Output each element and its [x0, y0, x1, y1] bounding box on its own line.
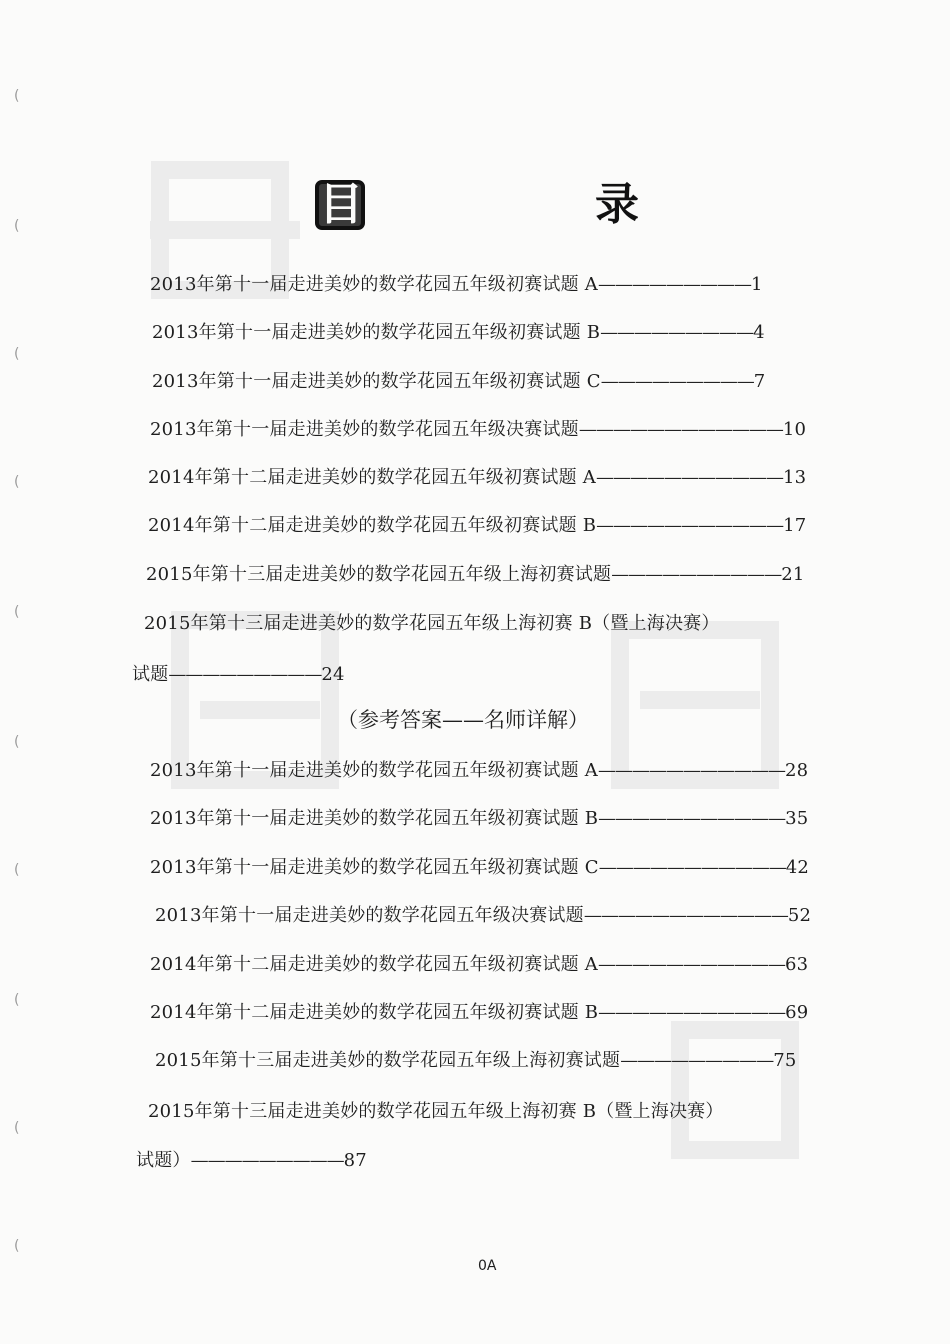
toc-leader: ——————————: [611, 564, 782, 585]
toc-entry[interactable]: [150, 270, 763, 296]
binding-hole-mark: (: [14, 88, 20, 104]
answer-entry-title: 试题）: [136, 1150, 191, 1171]
answer-entry-continued[interactable]: [136, 1146, 367, 1172]
answer-entry[interactable]: [150, 998, 808, 1024]
answer-entry[interactable]: [150, 853, 809, 879]
toc-entry-page: 17: [783, 515, 807, 536]
answer-entry-title: 2013年第十一届走进美妙的数学花园五年级初赛试题 C: [150, 857, 599, 878]
binding-hole-mark: (: [14, 218, 20, 234]
answer-entry-page: 63: [784, 954, 809, 975]
answer-entry[interactable]: [148, 1097, 724, 1123]
toc-leader: ———————————: [597, 760, 785, 781]
toc-entry[interactable]: [150, 415, 806, 441]
toc-entry-page: 7: [753, 371, 766, 392]
answer-entry-title: 2015年第十三届走进美妙的数学花园五年级上海初赛 B（暨上海决赛）: [148, 1101, 724, 1122]
answer-entry-page: 52: [787, 905, 812, 926]
toc-entry-title: 2013年第十一届走进美妙的数学花园五年级初赛试题 B: [152, 322, 601, 343]
toc-entry-title: 2015年第十三届走进美妙的数学花园五年级上海初赛试题: [146, 564, 612, 585]
toc-leader: ———————————: [598, 1002, 786, 1023]
toc-entry-page: 4: [753, 322, 765, 343]
toc-entry-title: 2013年第十一届走进美妙的数学花园五年级初赛试题 A: [150, 274, 598, 295]
answer-entry-page: 35: [785, 808, 809, 829]
toc-leader: —————————: [600, 371, 754, 392]
page-number: 0A: [478, 1258, 497, 1274]
toc-entry-page: 24: [321, 664, 345, 685]
toc-leader: —————————: [190, 1150, 344, 1171]
toc-entry-title: 2014年第十二届走进美妙的数学花园五年级初赛试题 B: [148, 515, 597, 536]
answers-heading: （参考答案——名师详解）: [337, 708, 589, 732]
toc-leader: ———————————: [596, 515, 784, 536]
toc-entry-title: 2014年第十二届走进美妙的数学花园五年级初赛试题 A: [148, 467, 596, 488]
answer-entry[interactable]: [155, 901, 811, 927]
answer-entry-title: 2013年第十一届走进美妙的数学花园五年级决赛试题: [155, 905, 584, 926]
toc-leader: ———————————: [597, 954, 785, 975]
answer-entry-page: 87: [343, 1150, 367, 1171]
answer-entry-title: 2013年第十一届走进美妙的数学花园五年级初赛试题 B: [150, 808, 599, 829]
answer-entry-page: 69: [785, 1002, 809, 1023]
toc-entry-title: 2013年第十一届走进美妙的数学花园五年级决赛试题: [150, 419, 579, 440]
binding-hole-mark: (: [14, 346, 20, 362]
answer-entry[interactable]: [150, 756, 808, 782]
toc-leader: —————————: [620, 1050, 774, 1071]
binding-hole-mark: (: [14, 992, 20, 1008]
answer-entry-title: 2015年第十三届走进美妙的数学花园五年级上海初赛试题: [155, 1050, 621, 1071]
toc-entry[interactable]: [152, 318, 765, 344]
binding-hole-mark: (: [14, 604, 20, 620]
toc-leader: ———————————: [595, 467, 783, 488]
toc-entry-page: 21: [781, 564, 805, 585]
toc-entry-page: 1: [750, 274, 763, 295]
answer-entry-title: 2014年第十二届走进美妙的数学花园五年级初赛试题 B: [150, 1002, 599, 1023]
answer-entry-title: 2014年第十二届走进美妙的数学花园五年级初赛试题 A: [150, 954, 598, 975]
toc-entry[interactable]: [152, 367, 765, 393]
toc-leader: —————————: [600, 322, 754, 343]
toc-leader: —————————: [597, 274, 751, 295]
answer-entry-title: 2013年第十一届走进美妙的数学花园五年级初赛试题 A: [150, 760, 598, 781]
toc-entry-page: 13: [782, 467, 807, 488]
toc-entry-title: 2015年第十三届走进美妙的数学花园五年级上海初赛 B（暨上海决赛）: [144, 613, 720, 634]
answer-entry-page: 28: [784, 760, 809, 781]
binding-hole-mark: (: [14, 734, 20, 750]
toc-leader: ———————————: [598, 857, 786, 878]
title-char-mu: 目: [315, 180, 365, 230]
toc-leader: ————————————: [583, 905, 788, 926]
answer-entry-page: 75: [773, 1050, 797, 1071]
answer-entry-page: 42: [785, 857, 810, 878]
binding-hole-mark: (: [14, 1238, 20, 1254]
answer-entry[interactable]: [150, 950, 808, 976]
answer-entry[interactable]: [150, 804, 808, 830]
toc-leader: —————————: [168, 664, 322, 685]
toc-leader: ————————————: [578, 419, 783, 440]
toc-entry[interactable]: [144, 609, 720, 635]
toc-entry[interactable]: [148, 511, 806, 537]
title-char-lu: 录: [595, 179, 639, 230]
toc-entry[interactable]: [146, 560, 805, 586]
toc-entry-page: 10: [782, 419, 807, 440]
binding-hole-mark: (: [14, 1120, 20, 1136]
binding-hole-mark: (: [14, 474, 20, 490]
toc-leader: ———————————: [598, 808, 786, 829]
toc-entry-continued[interactable]: [132, 660, 345, 686]
toc-entry-title: 试题: [132, 664, 169, 685]
answer-entry[interactable]: [155, 1046, 797, 1072]
toc-entry-title: 2013年第十一届走进美妙的数学花园五年级初赛试题 C: [152, 371, 601, 392]
binding-hole-mark: (: [14, 862, 20, 878]
toc-entry[interactable]: [148, 463, 806, 489]
